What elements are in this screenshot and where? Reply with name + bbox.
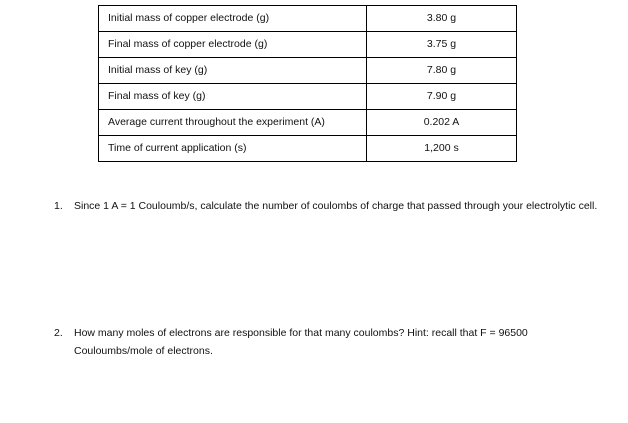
row-label: Final mass of copper electrode (g) xyxy=(99,32,367,58)
row-label: Initial mass of key (g) xyxy=(99,58,367,84)
question-text[interactable]: How many moles of electrons are responsible for that many coulombs? Hint: recall that F = 96500 Couloumbs/mole of electrons. xyxy=(74,327,528,357)
table-row xyxy=(99,84,517,110)
question-2 xyxy=(54,324,602,360)
row-value: 7.80 g xyxy=(367,58,517,84)
data-table xyxy=(98,5,517,162)
row-label: Average current throughout the experiment (A) xyxy=(99,110,367,136)
row-value: 1,200 s xyxy=(367,136,517,162)
row-value: 3.75 g xyxy=(367,32,517,58)
question-number: 1. xyxy=(54,200,63,212)
question-1 xyxy=(54,197,602,215)
row-label: Initial mass of copper electrode (g) xyxy=(99,6,367,32)
table-row xyxy=(99,58,517,84)
table-row xyxy=(99,110,517,136)
row-value: 7.90 g xyxy=(367,84,517,110)
row-label: Final mass of key (g) xyxy=(99,84,367,110)
table-row xyxy=(99,136,517,162)
row-value: 0.202 A xyxy=(367,110,517,136)
table-row xyxy=(99,32,517,58)
question-text[interactable]: Since 1 A = 1 Couloumb/s, calculate the number of coulombs of charge that passed through your electrolytic cell. xyxy=(74,200,598,212)
row-value: 3.80 g xyxy=(367,6,517,32)
table-row xyxy=(99,6,517,32)
question-number: 2. xyxy=(54,327,63,339)
row-label: Time of current application (s) xyxy=(99,136,367,162)
